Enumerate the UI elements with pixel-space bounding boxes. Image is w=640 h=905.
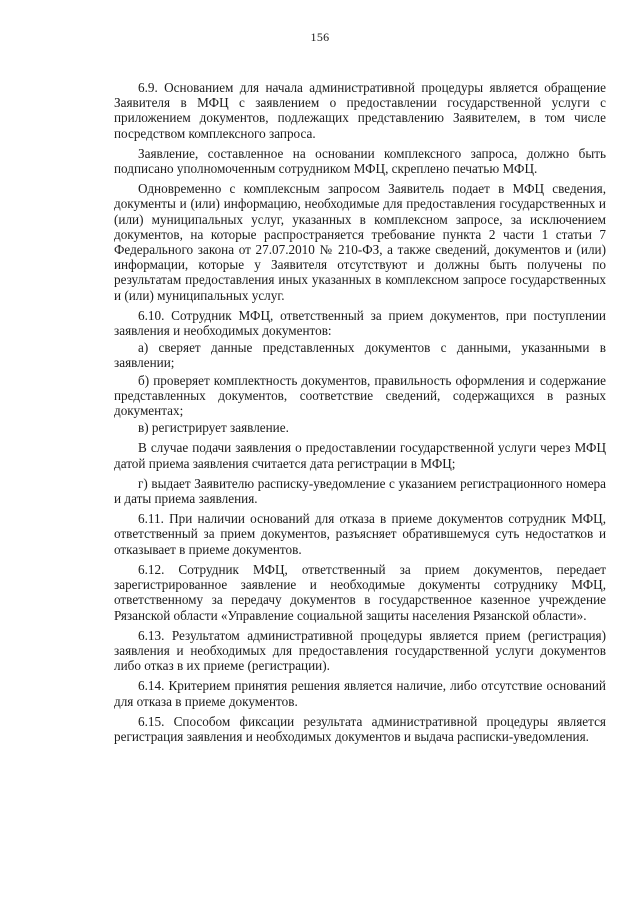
document-body — [114, 80, 606, 749]
paragraph-6-9: 6.9. Основанием для начала административной процедуры является обращение Заявителя в МФЦ с заявлением о предоставлении государственной услуги с приложением документов, подлежащих представлению Заявителем, в том числе посредством комплексного запроса. — [114, 80, 606, 141]
list-item-g: г) выдает Заявителю расписку-уведомление с указанием регистрационного номера и даты приема заявления. — [114, 475, 606, 507]
paragraph-6-11: 6.11. При наличии оснований для отказа в приеме документов сотрудник МФЦ, ответственный за прием документов, разъясняет обратившемуся суть недостатков и отказывает в приеме документов. — [114, 511, 606, 557]
list-item-a: а) сверяет данные представленных документов с данными, указанными в заявлении; — [114, 340, 606, 371]
paragraph-registration-date: В случае подачи заявления о предоставлении государственной услуги через МФЦ датой приема заявления считается дата регистрации в МФЦ; — [114, 440, 606, 471]
page-number: 156 — [310, 30, 330, 44]
paragraph-6-12: 6.12. Сотрудник МФЦ, ответственный за прием документов, передает зарегистрированное заявление и необходимые документы сотруднику МФЦ, ответственному за передачу документов в государственное казенное учреждение Рязанской области «Управление социальной защиты населения Рязанской области». — [114, 561, 606, 623]
paragraph-complex-request-signature: Заявление, составленное на основании комплексного запроса, должно быть подписано уполномоченным сотрудником МФЦ, скреплено печатью МФЦ. — [114, 145, 606, 177]
paragraph-6-13: 6.13. Результатом административной процедуры является прием (регистрация) заявления и необходимых для предоставления государственной услуги документов либо отказ в их приеме (регистрации). — [114, 627, 606, 674]
list-item-v: в) регистрирует заявление. — [138, 420, 289, 436]
paragraph-6-14: 6.14. Критерием принятия решения является наличие, либо отсутствие оснований для отказа в приеме документов. — [114, 678, 606, 709]
paragraph-6-15: 6.15. Способом фиксации результата административной процедуры является регистрация заявления и необходимых документов и выдача расписки-уведомления. — [114, 713, 606, 744]
paragraph-6-10: 6.10. Сотрудник МФЦ, ответственный за прием документов, при поступлении заявления и необходимых документов: — [114, 307, 606, 339]
list-item-b: б) проверяет комплектность документов, правильность оформления и содержание представленных документов, соответствие сведений, содержащихся в разных документах; — [114, 372, 606, 419]
paragraph-simultaneous-submission: Одновременно с комплексным запросом Заявитель подает в МФЦ сведения, документы и (или) информацию, необходимые для предоставления государственных и (или) муниципальных услуг, указанных в комплексном запросе, за исключением документов, на которые распространяется требование пункта 2 части 1 статьи 7 Федерального закона от 27.07.2010 № 210-ФЗ, а также сведений, документов и (или) информации, которые у Заявителя отсутствуют и должны быть получены по результатам предоставления иных указанных в комплексном запросе государственных и (или) муниципальных услуг. — [114, 181, 606, 303]
